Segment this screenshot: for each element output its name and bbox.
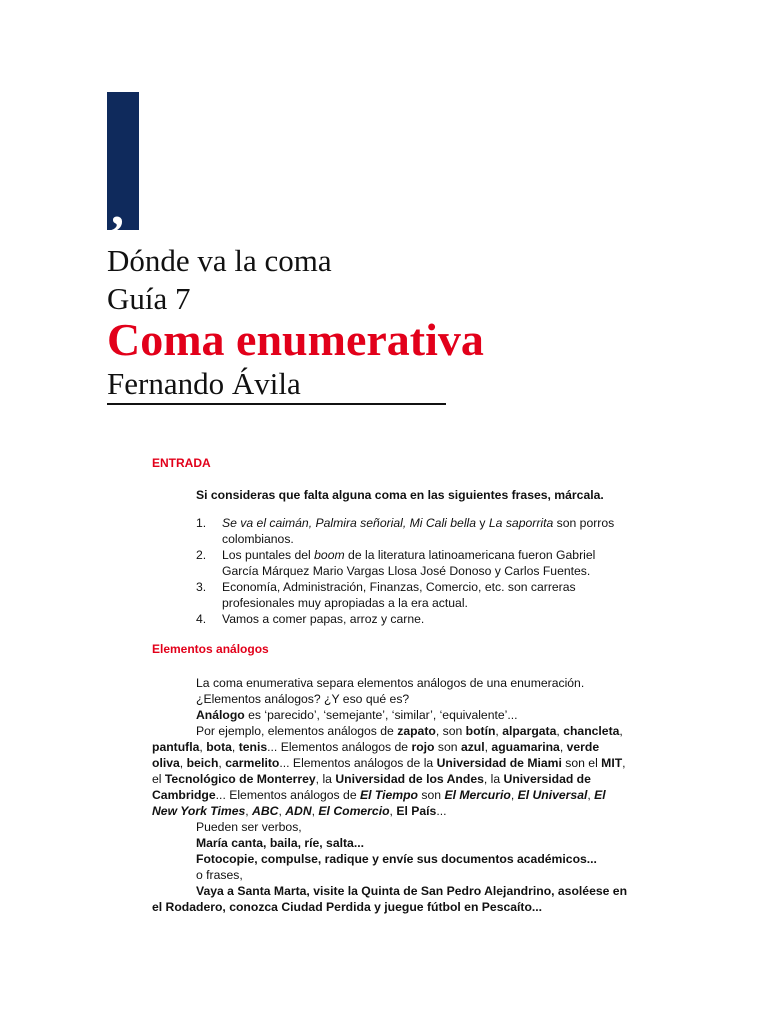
exercise-list: [152, 515, 632, 627]
italic-term: boom: [314, 548, 345, 562]
text-run: , el: [152, 756, 626, 786]
text-run: ,: [510, 788, 518, 802]
comma-logo-glyph: ,: [111, 179, 124, 236]
bold-term: MIT: [601, 756, 623, 770]
bold-term: azul: [460, 740, 485, 754]
exercise-instruction: Si consideras que falta alguna coma en las siguientes frases, márcala.: [196, 488, 604, 502]
exercise-item: [152, 579, 632, 611]
item-number: 1.: [196, 516, 207, 530]
paragraph: o frases,: [196, 868, 243, 882]
document-body: [152, 455, 632, 915]
text-run: ,: [484, 740, 492, 754]
bold-term: Tecnológico de Monterrey: [164, 772, 316, 786]
text-run: y: [476, 516, 489, 530]
newspaper-name: El Universal: [517, 788, 588, 802]
bold-term: pantufla: [152, 740, 200, 754]
text-run: Por ejemplo, elementos análogos de: [196, 724, 398, 738]
text-run: ,: [179, 756, 187, 770]
bold-term: verde oliva: [152, 740, 600, 770]
bold-term: rojo: [411, 740, 435, 754]
newspaper-name: ABC: [252, 804, 279, 818]
bold-term: tenis: [238, 740, 268, 754]
text-run: son: [434, 740, 461, 754]
text-run: ,: [278, 804, 286, 818]
song-titles: Se va el caimán, Palmira señorial, Mi Cali bella: [222, 516, 477, 530]
item-number: 4.: [196, 612, 207, 626]
item-text: Vamos a comer papas, arroz y carne.: [222, 612, 425, 626]
paragraph: [152, 707, 632, 723]
text-run: ,: [311, 804, 319, 818]
bold-term: Universidad de los Andes: [335, 772, 484, 786]
bold-term: El País: [396, 804, 437, 818]
bold-term: aguamarina: [491, 740, 560, 754]
example-verbs-2: [152, 851, 632, 867]
paragraph: La coma enumerativa separa elementos análogos de una enumeración.: [196, 676, 585, 690]
subtitle-donde-va-la-coma: Dónde va la coma: [107, 243, 332, 278]
comma-logo-block: [107, 92, 139, 236]
newspaper-name: El Mercurio: [444, 788, 511, 802]
bold-term: botín: [465, 724, 496, 738]
examples-paragraph: [152, 723, 632, 819]
text-run: ,: [231, 740, 239, 754]
text-run: Los puntales del: [222, 548, 315, 562]
text-run: de la literatura latinoamericana fueron Gabriel García Márquez Mario Vargas Llosa José Donoso y Carlos Fuentes.: [222, 548, 596, 578]
subtitle-guia: Guía 7: [107, 281, 191, 316]
section-heading-entrada: ENTRADA: [152, 456, 211, 470]
text-run: son el: [561, 756, 602, 770]
item-number: 2.: [196, 548, 207, 562]
text-run: es ‘parecido’, ‘semejante’, ‘similar’, ‘equivalente’...: [244, 708, 518, 722]
text-run: , la: [315, 772, 336, 786]
text-run: ,: [218, 756, 226, 770]
paragraph: Pueden ser verbos,: [196, 820, 302, 834]
text-run: ,: [389, 804, 397, 818]
bold-example: Fotocopie, compulse, radique y envíe sus documentos académicos...: [196, 852, 597, 866]
page-title: Coma enumerativa: [107, 314, 484, 365]
bold-example: María canta, baila, ríe, salta...: [196, 836, 364, 850]
bold-example: Vaya a Santa Marta, visite la Quinta de San Pedro Alejandrino, asoléese en el Rodadero, conozca Ciudad Perdida y juegue fútbol en Pescaíto...: [152, 884, 628, 914]
author-name: Fernando Ávila: [107, 366, 446, 405]
item-text: [222, 547, 632, 579]
text-run: ,: [587, 788, 595, 802]
item-text: Economía, Administración, Finanzas, Comercio, etc. son carreras profesionales muy apropiadas a la era actual.: [222, 580, 576, 610]
bold-term: Análogo: [196, 708, 245, 722]
bold-term: carmelito: [225, 756, 280, 770]
text-run: ,: [245, 804, 253, 818]
bold-term: bota: [206, 740, 232, 754]
text-run: son: [418, 788, 445, 802]
exercise-item: [152, 515, 632, 547]
text-run: ... Elementos análogos de la: [279, 756, 437, 770]
item-number: 3.: [196, 580, 207, 594]
text-run: ,: [495, 724, 503, 738]
bold-term: alpargata: [502, 724, 557, 738]
exercise-item: [152, 611, 632, 627]
bold-term: beich: [186, 756, 219, 770]
text-run: , la: [483, 772, 504, 786]
section-heading-elementos-analogos: Elementos análogos: [152, 642, 269, 656]
bold-term: chancleta: [563, 724, 620, 738]
newspaper-name: El Comercio: [318, 804, 390, 818]
text-run: ,: [199, 740, 207, 754]
paragraph: ¿Elementos análogos? ¿Y eso qué es?: [196, 692, 410, 706]
newspaper-name: El New York Times: [152, 788, 606, 818]
exercise-item: [152, 547, 632, 579]
bold-term: Universidad de Miami: [436, 756, 562, 770]
text-run: ... Elementos análogos de: [215, 788, 360, 802]
item-text: [222, 515, 632, 547]
text-run: son porros colombianos.: [222, 516, 615, 546]
text-run: ... Elementos análogos de: [267, 740, 412, 754]
text-run: ,: [559, 740, 567, 754]
bold-term: zapato: [397, 724, 436, 738]
text-run: ...: [436, 804, 447, 818]
bold-term: Universidad de Cambridge: [152, 772, 591, 802]
example-verbs-1: [152, 835, 632, 851]
text-run: ,: [556, 724, 564, 738]
newspaper-name: El Tiempo: [359, 788, 418, 802]
text-run: , son: [435, 724, 466, 738]
example-phrases: [152, 883, 632, 915]
newspaper-name: ADN: [285, 804, 312, 818]
text-run: ,: [619, 724, 623, 738]
song-title: La saporrita: [488, 516, 554, 530]
